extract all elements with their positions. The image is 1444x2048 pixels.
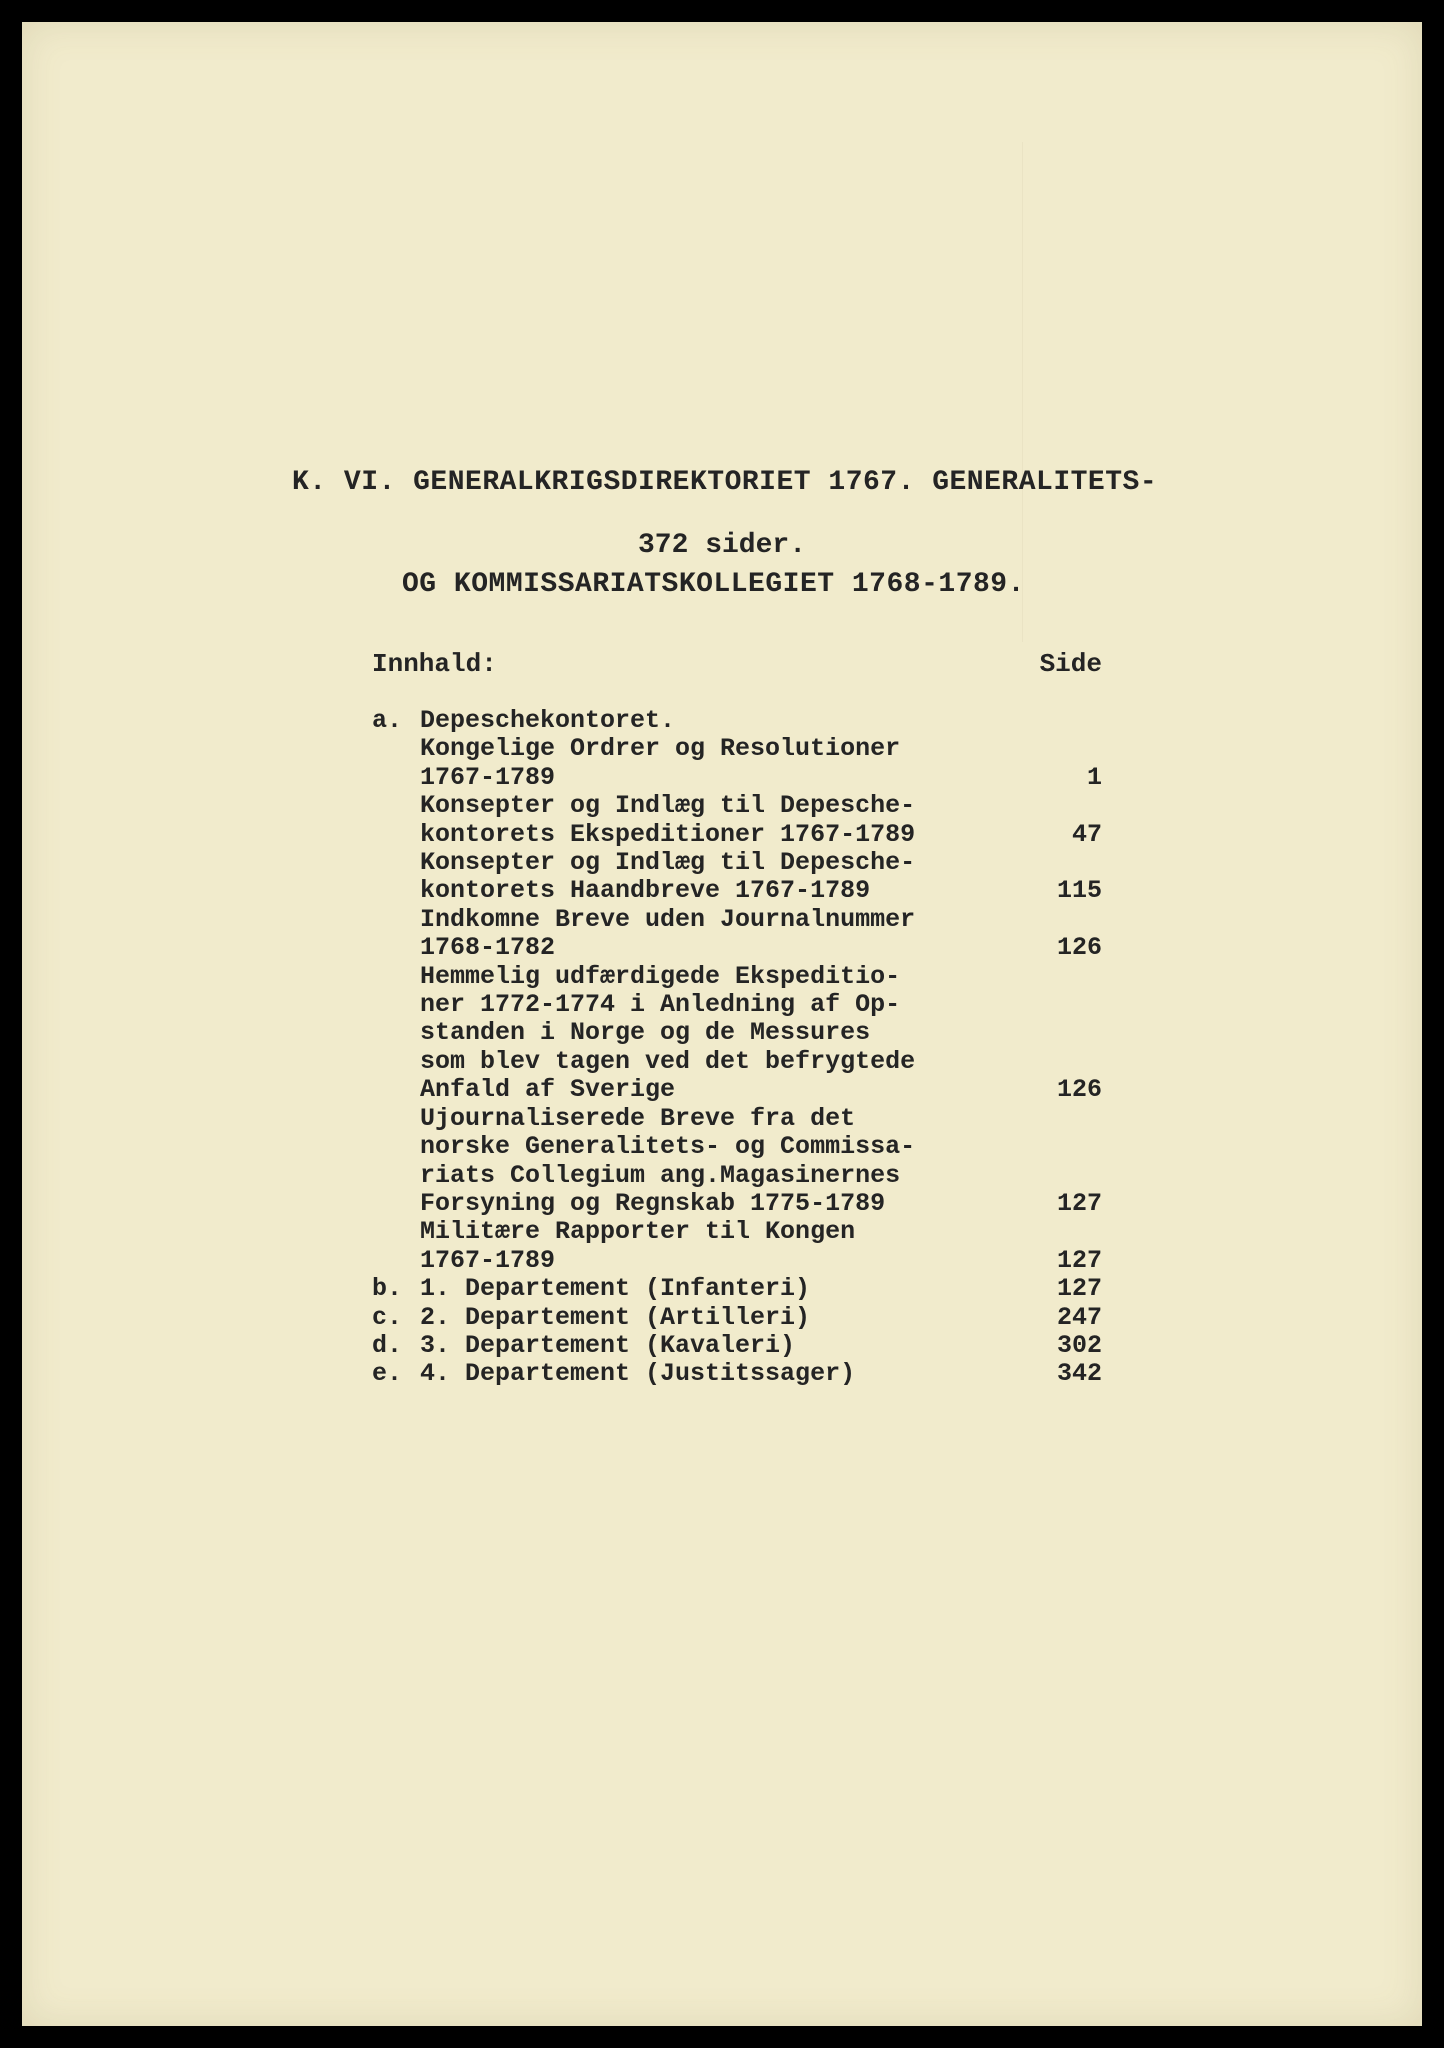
toc-entry-text: Indkomne Breve uden Journalnummer <box>420 904 916 934</box>
toc-entry-letter <box>372 963 420 991</box>
toc-entry-letter <box>372 821 420 849</box>
toc-entry <box>372 1360 1102 1388</box>
toc-entry-text: Konsepter og Indlæg til Depesche- <box>420 848 916 878</box>
toc-entry-letter <box>372 849 420 877</box>
toc-entry <box>372 792 1102 820</box>
toc-entry-text: Depeschekontoret. <box>420 706 676 735</box>
toc-entry-page: 126 <box>1056 1075 1102 1105</box>
toc-entry <box>372 877 1102 905</box>
toc-entry-text: 3. Departement (Kavaleri) <box>420 1330 796 1360</box>
toc-entry-page: 342 <box>1056 1359 1102 1389</box>
toc-entry-text: ner 1772-1774 i Anledning af Op- <box>420 990 901 1020</box>
contents-label: Innhald: <box>372 649 497 679</box>
toc-entry-letter <box>372 1218 420 1246</box>
toc-entry-letter <box>372 991 420 1019</box>
toc-entry-letter <box>372 1133 420 1161</box>
toc-entry-letter <box>372 735 420 763</box>
toc-entry-text: riats Collegium ang.Magasinernes <box>420 1160 901 1190</box>
toc-entry <box>372 821 1102 849</box>
toc-entry-text: Hemmelig udfærdigede Ekspeditio- <box>420 961 901 991</box>
toc-entry-text: 1767-1789 <box>420 762 556 792</box>
title-line-2: OG KOMMISSARIATSKOLLEGIET 1768-1789. <box>402 569 1025 600</box>
toc-entry <box>372 1162 1102 1190</box>
toc-entry-page: 247 <box>1056 1302 1102 1332</box>
toc-entry-page: 47 <box>1071 819 1102 849</box>
toc-entry-letter <box>372 1105 420 1133</box>
toc-entry <box>372 735 1102 763</box>
toc-entry-letter <box>372 764 420 792</box>
toc-entry <box>372 934 1102 962</box>
toc-entry <box>372 1105 1102 1133</box>
toc-entry-letter: e. <box>372 1359 403 1389</box>
toc-entry-letter <box>372 1190 420 1218</box>
page-count: 372 sider. <box>637 530 807 561</box>
toc-entry <box>372 1019 1102 1047</box>
toc-entry <box>372 707 1102 735</box>
toc-entry-text: Kongelige Ordrer og Resolutioner <box>420 734 901 764</box>
toc-entry <box>372 1247 1102 1275</box>
toc-entry-letter: c. <box>372 1302 403 1332</box>
toc-entry-page: 302 <box>1056 1330 1102 1360</box>
toc-entry-page: 126 <box>1056 933 1102 963</box>
toc-entry-text: Konsepter og Indlæg til Depesche- <box>420 791 916 821</box>
toc-entry <box>372 991 1102 1019</box>
toc-entry-text: Forsyning og Regnskab 1775-1789 <box>420 1188 886 1218</box>
toc-entry-letter: d. <box>372 1330 403 1360</box>
document-page <box>22 22 1422 2026</box>
toc-entry-text: Militære Rapporter til Kongen <box>420 1217 856 1247</box>
toc-entry <box>372 1304 1102 1332</box>
toc-entry <box>372 1076 1102 1104</box>
toc-entry-text: kontorets Haandbreve 1767-1789 <box>420 876 871 906</box>
toc-entry-text: kontorets Ekspeditioner 1767-1789 <box>420 819 916 849</box>
table-of-contents <box>372 707 1102 1389</box>
toc-entry-letter: a. <box>372 706 403 735</box>
toc-entry <box>372 906 1102 934</box>
toc-entry-text: som blev tagen ved det befrygtede <box>420 1046 916 1076</box>
toc-entry <box>372 1332 1102 1360</box>
toc-entry-letter <box>372 877 420 905</box>
toc-entry-text: Ujournaliserede Breve fra det <box>420 1103 856 1133</box>
toc-entry-text: 1. Departement (Infanteri) <box>420 1274 811 1304</box>
toc-entry <box>372 1275 1102 1303</box>
toc-entry-letter <box>372 1162 420 1190</box>
toc-entry-letter <box>372 906 420 934</box>
toc-entry-text: standen i Norge og de Messures <box>420 1018 871 1048</box>
toc-entry-text: 4. Departement (Justitssager) <box>420 1359 856 1389</box>
toc-entry-page: 1 <box>1086 762 1102 792</box>
toc-entry-letter <box>372 1247 420 1275</box>
title-line-1: K. VI. GENERALKRIGSDIREKTORIET 1767. GENERALITETS- <box>292 467 1158 498</box>
toc-entry-text: Anfald af Sverige <box>420 1075 676 1105</box>
toc-entry-page: 127 <box>1056 1188 1102 1218</box>
toc-entry-letter <box>372 1076 420 1104</box>
toc-entry-letter: b. <box>372 1274 403 1304</box>
toc-entry-letter <box>372 792 420 820</box>
toc-entry-text: 2. Departement (Artilleri) <box>420 1302 811 1332</box>
toc-entry-letter <box>372 934 420 962</box>
toc-entry-page: 127 <box>1056 1245 1102 1275</box>
toc-entry-letter <box>372 1048 420 1076</box>
toc-entry-page: 115 <box>1056 876 1102 906</box>
toc-entry <box>372 1190 1102 1218</box>
toc-entry-text: 1767-1789 <box>420 1245 556 1275</box>
toc-entry <box>372 963 1102 991</box>
toc-entry <box>372 1218 1102 1246</box>
toc-entry-text: 1768-1782 <box>420 933 556 963</box>
toc-entry-page: 127 <box>1056 1274 1102 1304</box>
toc-entry <box>372 1048 1102 1076</box>
toc-entry <box>372 849 1102 877</box>
page-column-label: Side <box>1039 649 1102 679</box>
toc-entry-letter <box>372 1019 420 1047</box>
toc-entry <box>372 764 1102 792</box>
contents-header <box>372 649 1102 679</box>
toc-entry <box>372 1133 1102 1161</box>
toc-entry-text: norske Generalitets- og Commissa- <box>420 1132 916 1162</box>
